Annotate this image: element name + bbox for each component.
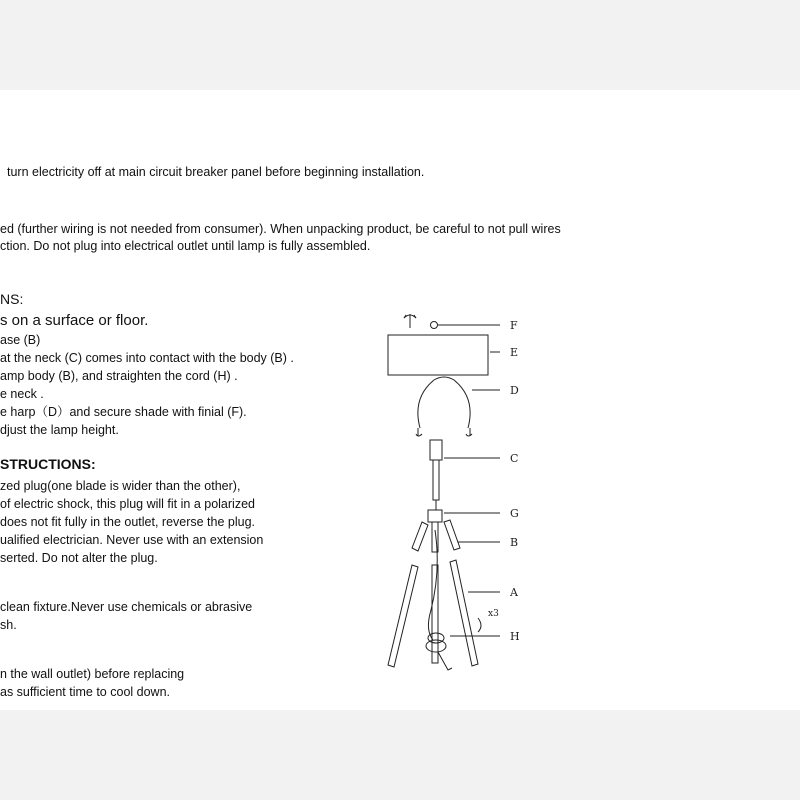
label-d: D xyxy=(510,384,519,397)
power-cord xyxy=(426,530,452,670)
label-c: C xyxy=(510,452,519,465)
connector-part xyxy=(428,510,442,522)
safety-paragraph-line: serted. Do not alter the plug. xyxy=(0,551,158,565)
finial-part xyxy=(404,314,438,329)
lamp-assembly-diagram xyxy=(360,300,540,700)
section-heading-safety: STRUCTIONS: xyxy=(0,456,96,472)
label-b: B xyxy=(510,536,519,549)
label-f: F xyxy=(510,319,518,332)
label-e: E xyxy=(510,346,519,359)
socket-part xyxy=(430,440,442,460)
label-a: A xyxy=(510,586,518,599)
rotate-arrow-icon xyxy=(478,618,481,632)
lamp-shade xyxy=(388,335,488,375)
wiring-note-line-2: ction. Do not plug into electrical outlet until lamp is fully assembled. xyxy=(0,239,371,253)
bulb-replacement-line: as sufficient time to cool down. xyxy=(0,685,170,699)
label-x3: x3 xyxy=(488,609,499,619)
cleaning-line: sh. xyxy=(0,618,17,632)
safety-paragraph-line: of electric shock, this plug will fit in a polarized xyxy=(0,497,255,511)
assembly-step: at the neck (C) comes into contact with the body (B) . xyxy=(0,351,294,365)
safety-warning: turn electricity off at main circuit breaker panel before beginning installation. xyxy=(7,165,425,179)
safety-paragraph-line: ualified electrician. Never use with an extension xyxy=(0,533,264,547)
tripod-legs xyxy=(388,560,478,667)
label-h: H xyxy=(510,630,520,643)
label-g: G xyxy=(510,507,519,520)
assembly-step: e harp（D）and secure shade with finial (F). xyxy=(0,405,247,419)
safety-paragraph-line: does not fit fully in the outlet, reverse the plug. xyxy=(0,515,256,529)
cleaning-line: clean fixture.Never use chemicals or abrasive xyxy=(0,600,253,614)
assembly-step: djust the lamp height. xyxy=(0,423,119,437)
section-heading-assembly: NS: xyxy=(0,291,24,307)
assembly-subheading: s on a surface or floor. xyxy=(0,312,149,329)
assembly-step: ase (B) xyxy=(0,333,41,347)
neck-part xyxy=(433,460,439,500)
wiring-note-line-1: ed (further wiring is not needed from consumer). When unpacking product, be careful to not pull wires xyxy=(0,222,561,236)
harp-part xyxy=(416,377,472,436)
assembly-step: amp body (B), and straighten the cord (H) . xyxy=(0,369,238,383)
assembly-step: e neck . xyxy=(0,387,44,401)
bulb-replacement-line: n the wall outlet) before replacing xyxy=(0,667,185,681)
safety-paragraph-line: zed plug(one blade is wider than the other), xyxy=(0,479,241,493)
